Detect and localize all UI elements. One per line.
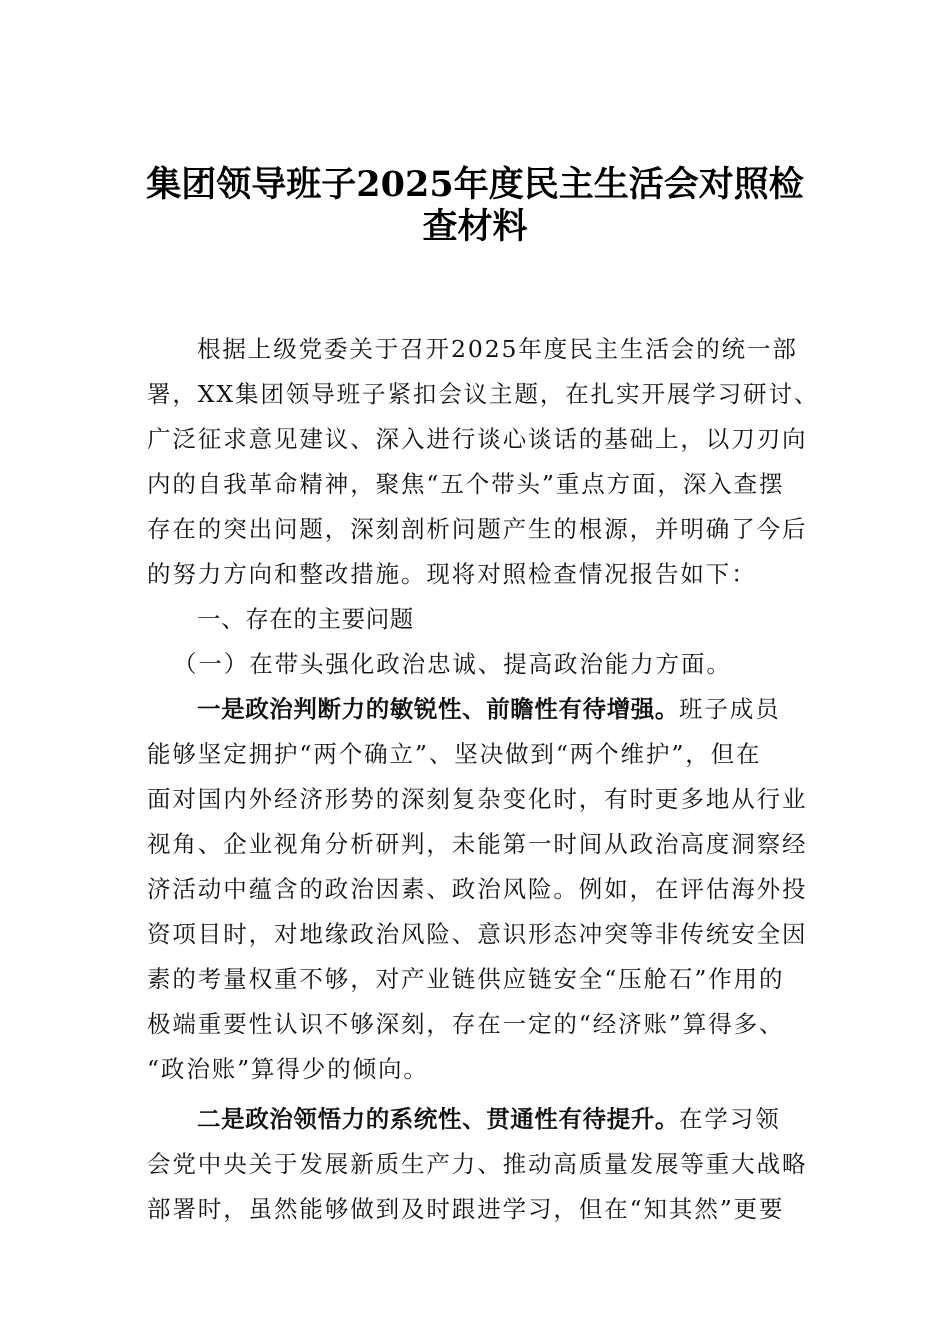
paragraph-line: 视角、企业视角分析研判，未能第一时间从政治高度洞察经 [147,830,808,858]
paragraph-line: 面对国内外经济形势的深刻复杂变化时，有时更多地从行业 [147,785,808,813]
point-1-lead: 一是政治判断力的敏锐性、前瞻性有待增强。 [197,695,679,723]
paragraph-line [197,687,867,732]
paragraph-line: 能够坚定拥护“两个确立”、坚决做到“两个维护”，但在 [147,740,762,768]
paragraph-line: 的努力方向和整改措施。现将对照检查情况报告如下： [147,560,757,588]
paragraph-line: 广泛征求意见建议、深入进行谈心谈话的基础上，以刀刃向 [147,425,808,453]
paragraph-line: 内的自我革命精神，聚焦“五个带头”重点方面，深入查摆 [147,470,785,498]
point-2-lead-rest: 在学习领 [679,1105,781,1133]
document-title-line-1: 集团领导班子2025年度民主生活会对照检 [146,164,804,205]
paragraph-line: 资项目时，对地缘政治风险、意识形态冲突等非传统安全因 [147,920,808,948]
section-heading: 一、存在的主要问题 [197,605,414,633]
paragraph-line: 济活动中蕴含的政治因素、政治风险。例如，在评估海外投 [147,875,808,903]
paragraph-line: 存在的突出问题，深刻剖析问题产生的根源，并明确了今后 [147,515,808,543]
paragraph-line: 极端重要性认识不够深刻，存在一定的“经济账”算得多、 [147,1010,785,1038]
paragraph-line: 根据上级党委关于召开2025年度民主生活会的统一部 [197,335,798,363]
paragraph-line [197,1097,867,1142]
document-title-line-2: 查材料 [422,206,528,247]
subsection-heading: （一）在带头强化政治忠诚、提高政治能力方面。 [173,650,732,678]
paragraph-line: 部署时，虽然能够做到及时跟进学习，但在“知其然”更要 [147,1195,785,1223]
paragraph-line: 署，XX集团领导班子紧扣会议主题，在扎实开展学习研讨、 [147,380,820,408]
point-2-lead: 二是政治领悟力的系统性、贯通性有待提升。 [197,1105,679,1133]
paragraph-line: 素的考量权重不够，对产业链供应链安全“压舱石”作用的 [147,965,785,993]
paragraph-line: 会党中央关于发展新质生产力、推动高质量发展等重大战略 [147,1150,808,1178]
point-1-lead-rest: 班子成员 [679,695,781,723]
paragraph-line: “政治账”算得少的倾向。 [147,1055,429,1083]
